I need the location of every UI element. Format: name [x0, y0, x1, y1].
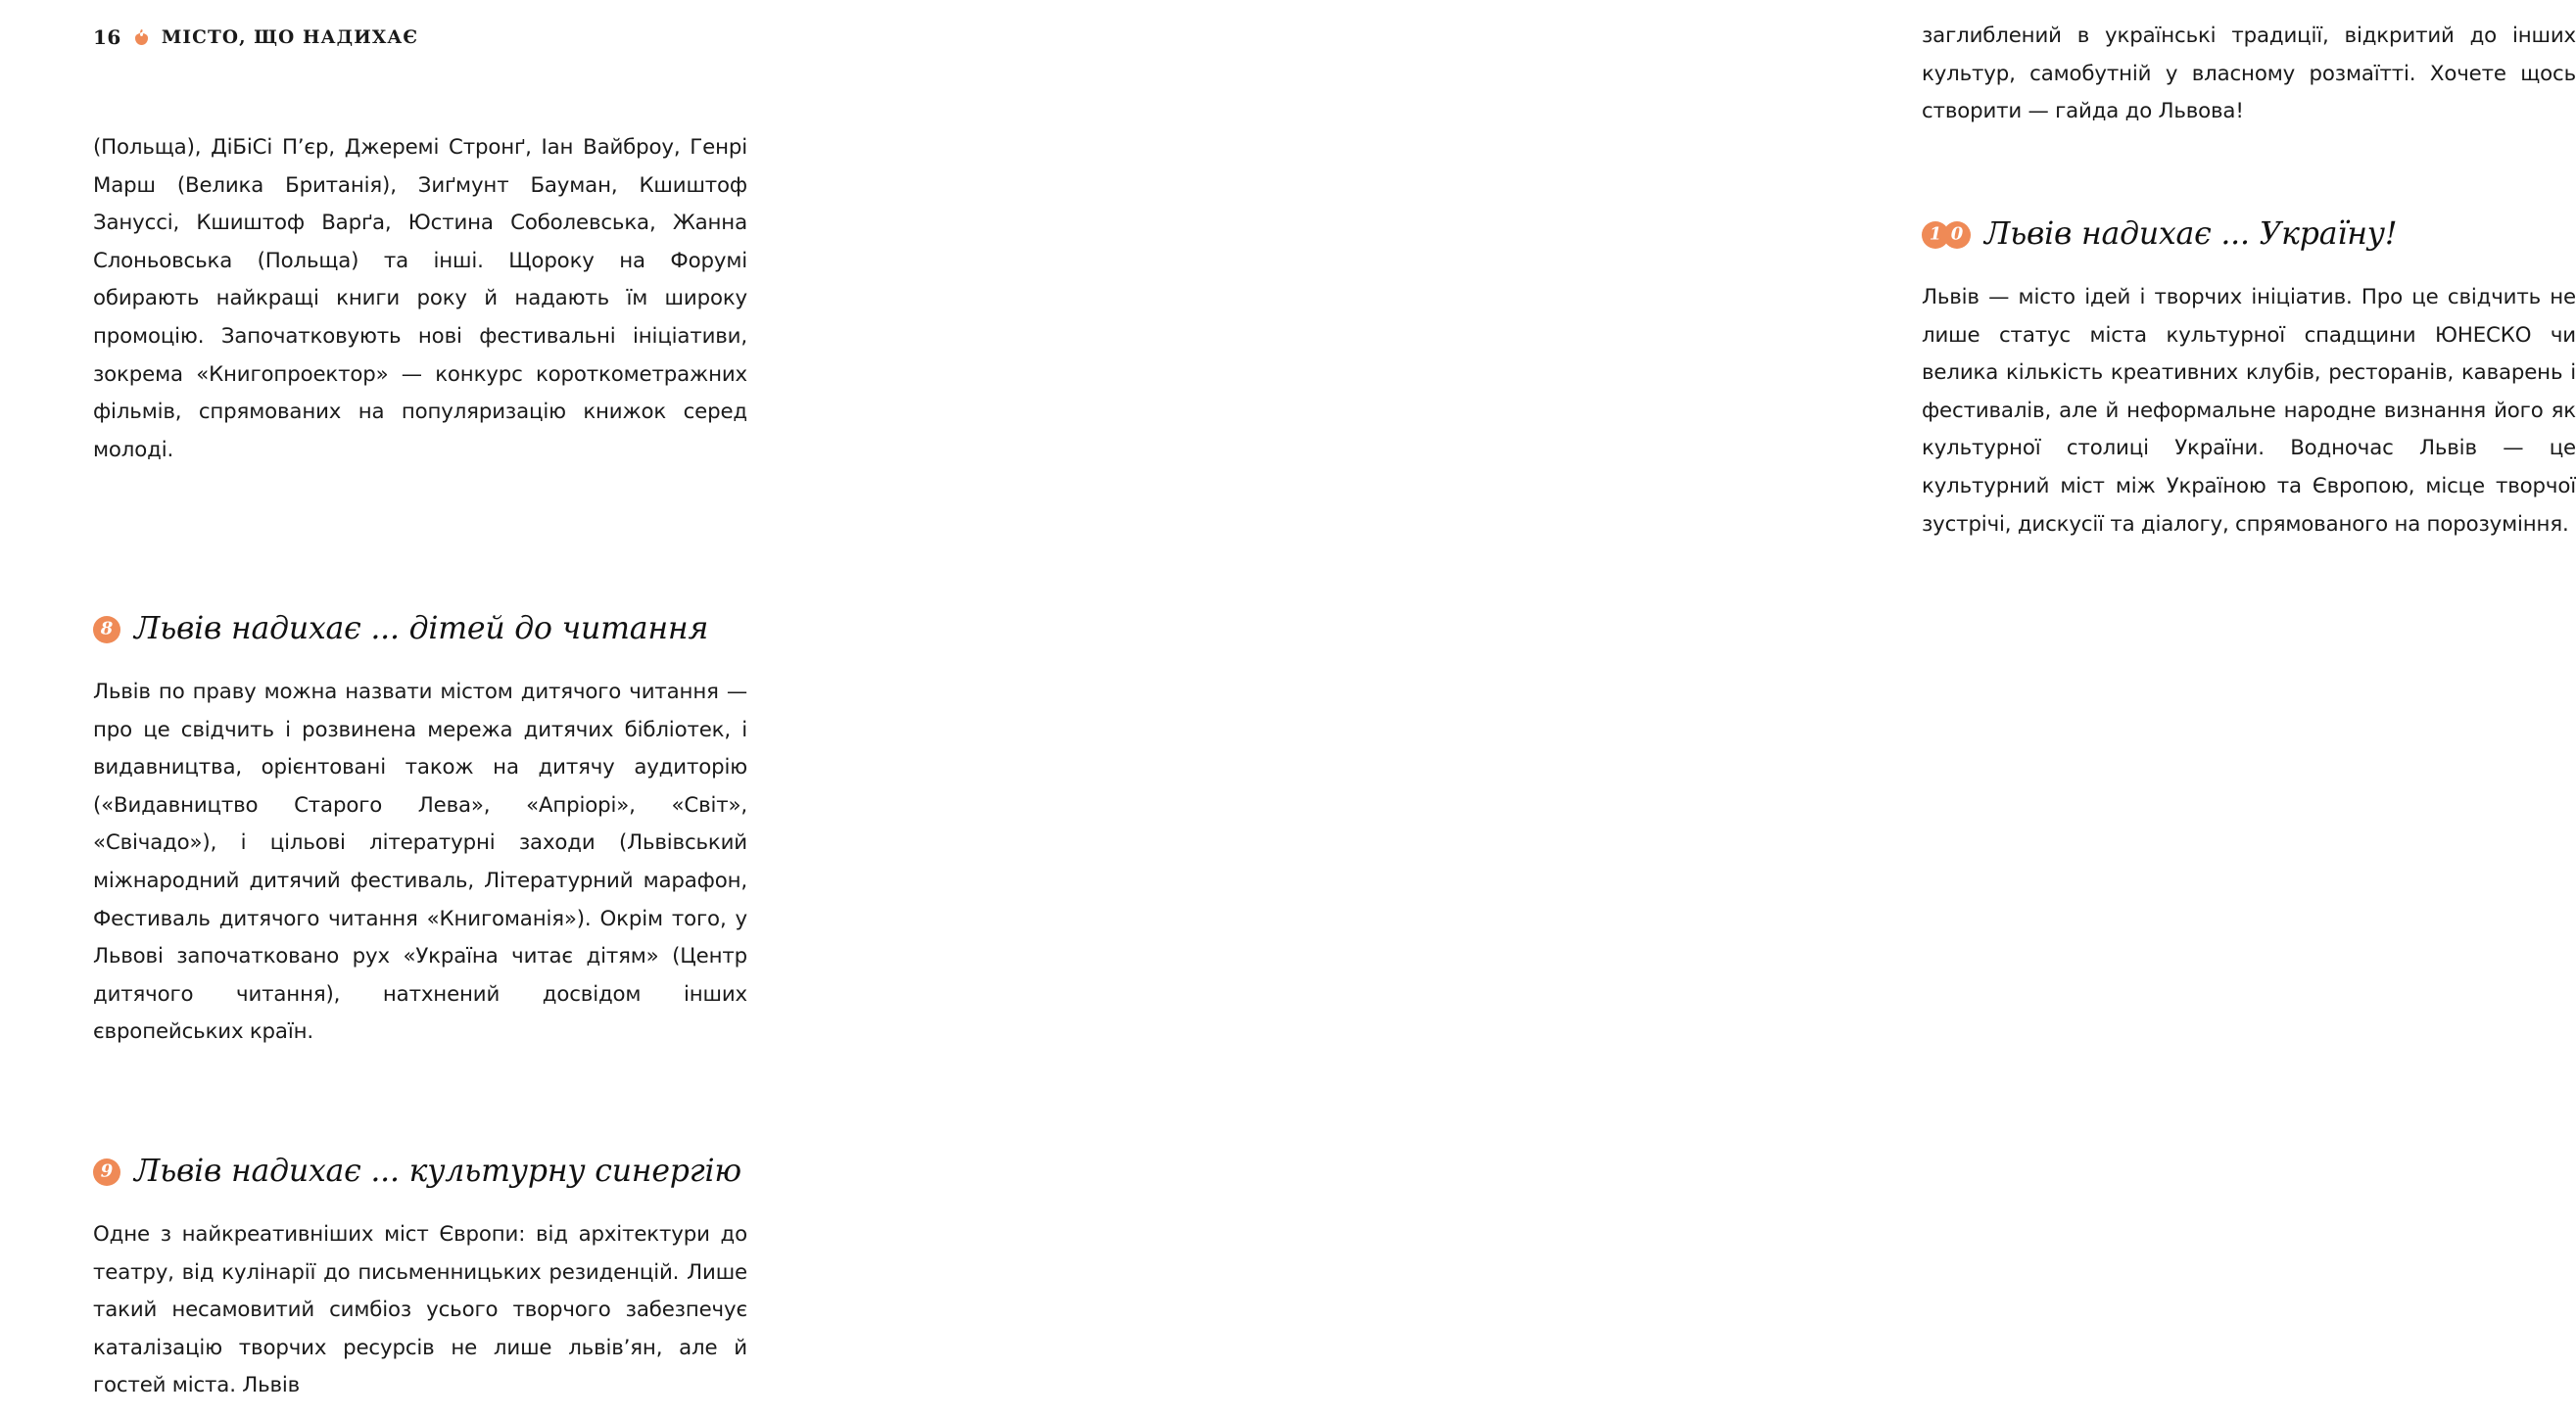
section-body-block-8 — [93, 674, 747, 1052]
running-header — [93, 25, 418, 49]
running-header-title: МІСТО, ЩО НАДИХАЄ — [161, 26, 419, 48]
section-body-block-10 — [1922, 279, 2576, 544]
section-number-badge-10 — [1922, 221, 1971, 249]
section-title-10: Львів надихає ... Україну! — [1984, 216, 2398, 252]
section-number-9: 9 — [100, 1160, 114, 1182]
page-number: 16 — [93, 25, 121, 49]
right-continued-paragraph-block — [1922, 18, 2576, 131]
section-heading-9 — [93, 1154, 747, 1189]
leaf-ornament-icon — [134, 29, 149, 46]
section-number-8: 8 — [100, 618, 114, 639]
section-number-badge-8 — [93, 616, 120, 643]
paragraph: (Польща), ДіБіСі П’єр, Джеремі Стронґ, Іан Вайброу, Генрі Марш (Велика Британія), Зиґмунт Бауман, Кшиштоф Зануссі, Кшиштоф Варґа, Юстина Соболевська, Жанна Слоньовська (Польща) та інші. Щороку на Форумі обирають найкращі книги року й надають їм широку промоцію. Започатковують нові фестивальні ініціативи, зокрема «Книгопроектор» — конкурс короткометражних фільмів, спрямованих на популяризацію книжок серед молоді. — [93, 135, 747, 462]
section-title-8: Львів надихає ... дітей до читання — [134, 611, 709, 646]
section-title-9: Львів надихає ... культурну синергію — [134, 1154, 741, 1189]
section-body-block-9 — [93, 1216, 747, 1405]
section-number-10-digit-1: 1 — [1929, 223, 1942, 245]
section-heading-10 — [1922, 216, 2576, 252]
section-heading-8 — [93, 611, 747, 646]
paragraph: Одне з найкреативніших міст Європи: від архітектури до театру, від кулінарії до письменницьких резиденцій. Лише такий несамовитий симбіоз усього творчого забезпечує каталізацію творчих ресурсів не лише львів’ян, але й гостей міста. Львів — [93, 1222, 747, 1398]
paragraph: Львів — місто ідей і творчих ініціатив. Про це свідчить не лише статус міста культурної спадщини ЮНЕСКО чи велика кількість креативних клубів, ресторанів, каварень і фестивалів, але й неформальне народне визнання його як культурної столиці України. Водночас Львів — це культурний міст між Україною та Європою, місце творчої зустрічі, дискусії та діалогу, спрямованого на порозуміння. — [1922, 285, 2576, 537]
paragraph: Львів по праву можна назвати містом дитячого читання — про це свідчить і розвинена мережа дитячих бібліотек, і видавництва, орієнтовані також на дитячу аудиторію («Видавництво Старого Лева», «Апріорі», «Світ», «Свічадо»), і цільові літературні заходи (Львівський міжнародний дитячий фестиваль, Літературний марафон, Фестиваль дитячого читання «Книгоманія»). Окрім того, у Львові започатковано рух «Україна читає дітям» (Центр дитячого читання), натхнений досвідом інших європейських країн. — [93, 680, 747, 1045]
section-number-badge-9 — [93, 1158, 120, 1186]
section-number-10-digit-2: 0 — [1950, 223, 1964, 245]
left-page — [0, 0, 940, 1418]
paragraph: заглиблений в українські традиції, відкритий до інших культур, самобутній у власному розмаїтті. Хочете щось створити — гайда до Львова! — [1922, 24, 2576, 124]
right-page — [940, 0, 2576, 1418]
left-continued-paragraph-block — [93, 129, 747, 469]
